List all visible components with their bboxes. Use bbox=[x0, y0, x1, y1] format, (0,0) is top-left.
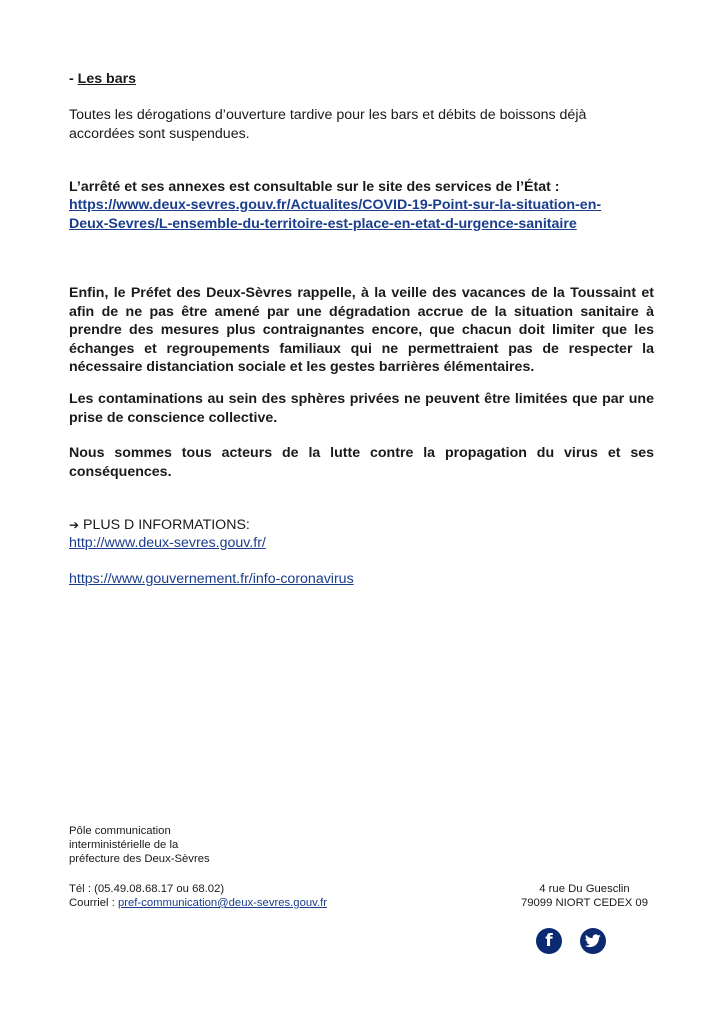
footer-address bbox=[521, 882, 648, 910]
heading-text: Les bars bbox=[77, 71, 137, 87]
prefecture-site-link[interactable]: http://www.deux-sevres.gouv.fr/ bbox=[69, 535, 266, 551]
acteurs-paragraph: Nous sommes tous acteurs de la lutte contre la propagation du virus et ses conséquences. bbox=[69, 445, 654, 480]
section-heading-bars bbox=[69, 70, 654, 89]
arrete-link[interactable] bbox=[69, 196, 654, 233]
more-info-label: PLUS D INFORMATIONS: bbox=[83, 517, 250, 533]
telephone: Tél : (05.49.08.68.17 ou 68.02) bbox=[69, 883, 225, 895]
org-line-2: interministérielle de la bbox=[69, 839, 179, 851]
twitter-bird-shape bbox=[585, 934, 601, 948]
org-line-3: préfecture des Deux-Sèvres bbox=[69, 853, 210, 865]
footer-organization bbox=[69, 824, 654, 866]
heading-prefix: - bbox=[69, 71, 78, 87]
twitter-icon[interactable] bbox=[580, 928, 606, 954]
facebook-icon[interactable]: f bbox=[536, 928, 562, 954]
address-line-1: 4 rue Du Guesclin bbox=[539, 883, 630, 895]
org-line-1: Pôle communication bbox=[69, 825, 171, 837]
email-label: Courriel : bbox=[69, 897, 118, 909]
more-info-heading bbox=[69, 516, 654, 535]
bars-paragraph: Toutes les dérogations d’ouverture tardive pour les bars et débits de boissons déjà accordées sont suspendues. bbox=[69, 107, 587, 142]
address-line-2: 79099 NIORT CEDEX 09 bbox=[520, 897, 648, 909]
arrete-link-line1: https://www.deux-sevres.gouv.fr/Actualites/COVID-19-Point-sur-la-situation-en- bbox=[69, 197, 602, 213]
rappel-paragraph: Enfin, le Préfet des Deux-Sèvres rappelle, à la veille des vacances de la Toussaint et afin de ne pas être amené par une dégradation accrue de la situation sanitaire à prendre des mesures plus contraignantes encore, que chacun doit limiter que les échanges et regroupements familiaux qui ne permettraient pas de respecter la nécessaire distanciation sociale et les gestes barrières élémentaires. bbox=[69, 285, 654, 375]
arrete-link-line2: Deux-Sevres/L-ensemble-du-territoire-est-place-en-etat-d-urgence-sanitaire bbox=[69, 215, 577, 232]
email-link[interactable]: pref-communication@deux-sevres.gouv.fr bbox=[117, 897, 328, 909]
arrow-right-icon: ➔ bbox=[69, 518, 80, 532]
arrete-intro: L’arrêté et ses annexes est consultable sur le site des services de l’État : bbox=[69, 179, 560, 195]
gouvernement-coronavirus-link[interactable]: https://www.gouvernement.fr/info-coronavirus bbox=[69, 571, 354, 587]
contaminations-paragraph: Les contaminations au sein des sphères privées ne peuvent être limitées que par une prise de conscience collective. bbox=[69, 391, 654, 426]
